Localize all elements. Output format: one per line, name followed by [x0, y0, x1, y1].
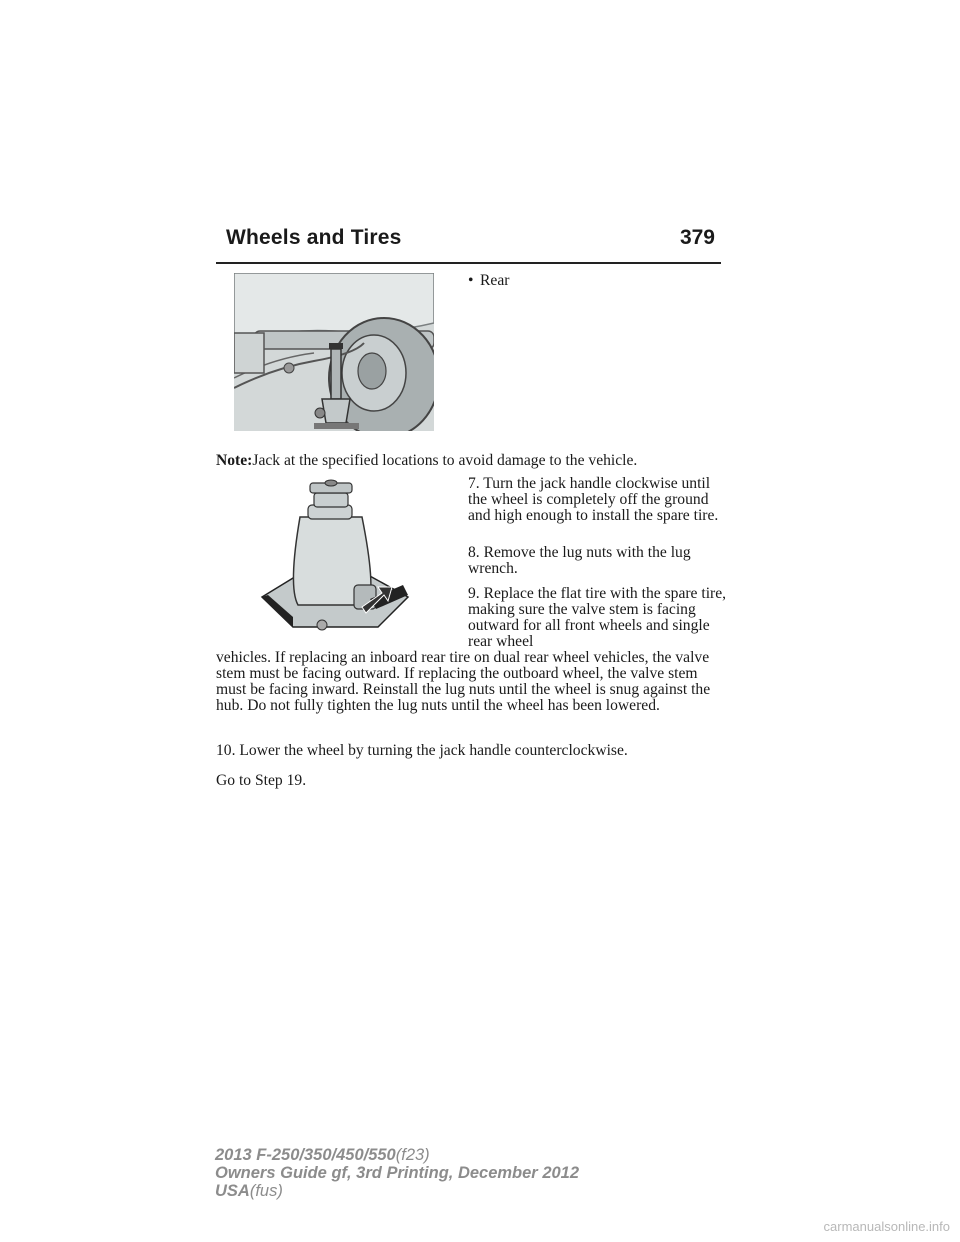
note-text: Jack at the specified locations to avoid damage to the vehicle. [252, 452, 638, 469]
page-number: 379 [679, 226, 715, 249]
rear-jack-location-illustration [234, 273, 434, 431]
step-7: 7. Turn the jack handle clockwise until the wheel is completely off the ground and high enough to install the spare tire. [468, 475, 719, 524]
model-code: (f23) [395, 1146, 430, 1164]
bullet-rear-label: Rear [480, 272, 510, 289]
footer-line-3 [215, 1182, 579, 1200]
note-paragraph [216, 453, 726, 469]
model-years: 2013 F-250/350/450/550 [215, 1146, 396, 1164]
page-header [216, 226, 721, 264]
bullet-dot: • [468, 272, 474, 289]
section-title: Wheels and Tires [226, 226, 402, 249]
document-footer [215, 1146, 579, 1200]
step-10: 10. Lower the wheel by turning the jack handle counterclockwise. [216, 742, 628, 759]
footer-line-2: Owners Guide gf, 3rd Printing, December 2012 [215, 1164, 580, 1182]
note-label: Note: [216, 452, 253, 469]
footer-line-1 [215, 1146, 579, 1164]
step-9-part-1: 9. Replace the flat tire with the spare tire, making sure the valve stem is facing outward for all front wheels and single rear wheel [468, 585, 727, 650]
watermark: carmanualsonline.info [823, 1219, 950, 1234]
market: USA [215, 1182, 250, 1200]
market-code: (fus) [249, 1182, 283, 1200]
step-9-part-2: vehicles. If replacing an inboard rear tire on dual rear wheel vehicles, the valve stem must be facing outward. If replacing the outboard wheel, the valve stem must be facing inward. Reinstall the lug nuts until the wheel is snug against the hub. Do not fully tighten the lug nuts until the wheel has been lowered. [216, 649, 711, 714]
bullet-rear [468, 273, 509, 289]
step-8: 8. Remove the lug nuts with the lug wrench. [468, 544, 691, 577]
jack-handle-illustration [258, 477, 418, 637]
go-to-step: Go to Step 19. [216, 772, 307, 789]
